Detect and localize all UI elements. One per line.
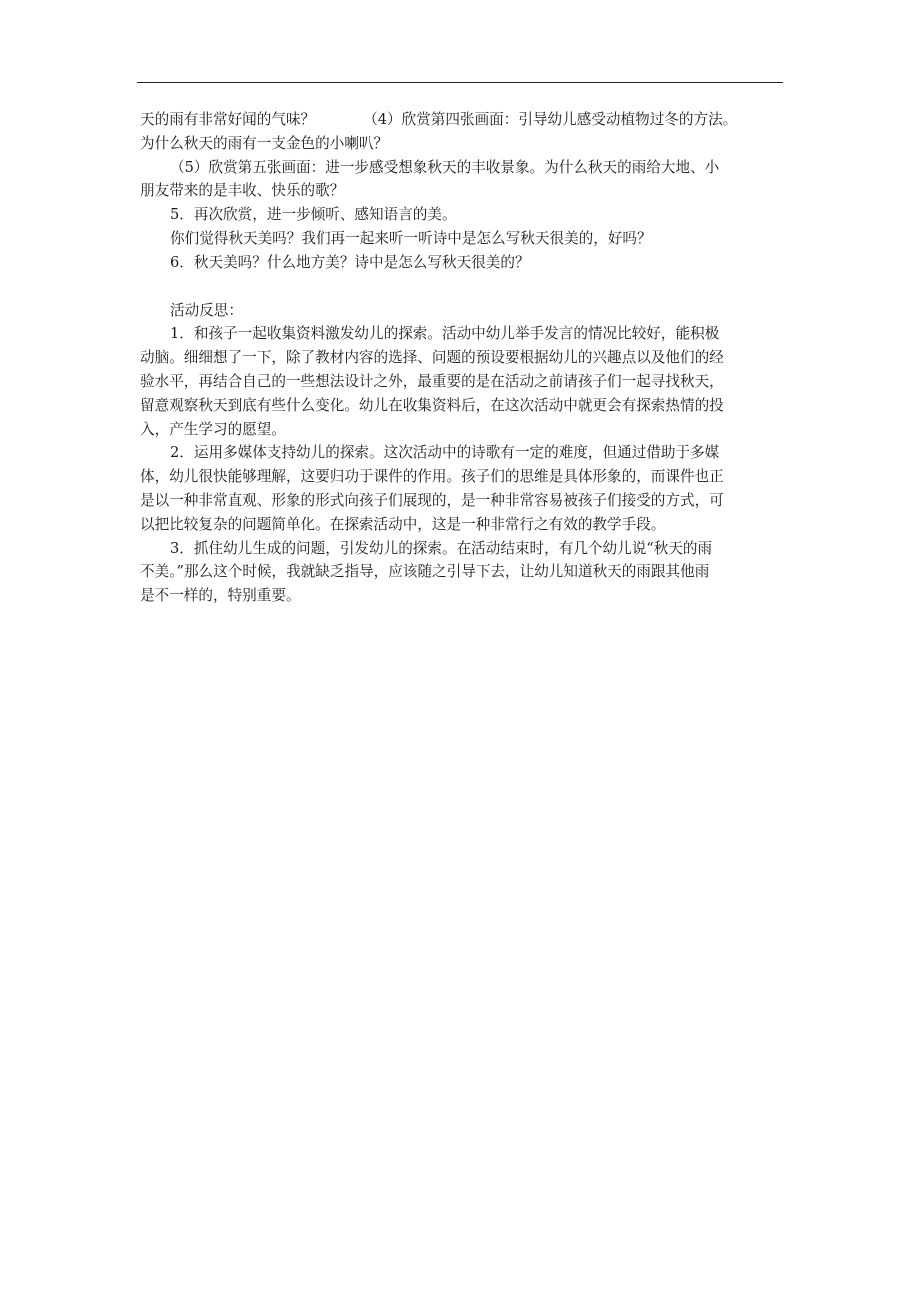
paragraph-line: 体，幼儿很快能够理解，这要归功于课件的作用。孩子们的思维是具体形象的，而课件也正 (140, 468, 724, 486)
paragraph-line: 1．和孩子一起收集资料激发幼儿的探索。活动中幼儿举手发言的情况比较好，能积极 (170, 325, 720, 343)
intro-line-5: 5．再次欣赏，进一步倾听、感知语言的美。 (170, 206, 457, 224)
intro-line-7: 6．秋天美吗？什么地方美？诗中是怎么写秋天很美的？ (170, 253, 530, 271)
paragraph-line: 不美。”那么这个时候，我就缺乏指导，应该随之引导下去，让幼儿知道秋天的雨跟其他雨 (140, 563, 710, 581)
paragraph-line: 是以一种非常直观、形象的形式向孩子们展现的，是一种非常容易被孩子们接受的方式，可 (140, 491, 724, 509)
intro-line-6: 你们觉得秋天美吗？我们再一起来听一听诗中是怎么写秋天很美的，好吗？ (170, 229, 652, 247)
intro-line-2: 为什么秋天的雨有一支金色的小喇叭？ (140, 134, 389, 152)
section-gap (140, 275, 785, 299)
document-body (140, 108, 785, 608)
paragraph-line: 2．运用多媒体支持幼儿的探索。这次活动中的诗歌有一定的难度，但通过借助于多媒 (170, 444, 720, 462)
reflection-paragraph-3 (140, 537, 785, 608)
paragraph-line: 动脑。细细想了一下，除了教材内容的选择、问题的预设要根据幼儿的兴趣点以及他们的经 (140, 349, 724, 367)
intro-line-1-right: （4）欣赏第四张画面：引导幼儿感受动植物过冬的方法。 (363, 111, 738, 128)
paragraph-line: 以把比较复杂的问题简单化。在探索活动中，这是一种非常行之有效的教学手段。 (140, 515, 666, 533)
paragraph-line: 验水平，再结合自己的一些想法设计之外，最重要的是在活动之前请孩子们一起寻找秋天， (140, 372, 724, 390)
intro-line-3: （5）欣赏第五张画面：进一步感受想象秋天的丰收景象。为什么秋天的雨给大地、小 (170, 158, 720, 176)
paragraph-line: 留意观察秋天到底有些什么变化。幼儿在收集资料后，在这次活动中就更会有探索热情的投 (140, 396, 724, 414)
paragraph-line: 入，产生学习的愿望。 (140, 420, 286, 438)
intro-line-4: 朋友带来的是丰收、快乐的歌？ (140, 182, 345, 200)
intro-line-1 (140, 108, 785, 132)
intro-line-1-left: 天的雨有非常好闻的气味？ (140, 111, 316, 128)
paragraph-line: 是不一样的，特别重要。 (140, 587, 301, 605)
reflection-paragraph-1 (140, 322, 785, 441)
paragraph-line: 3．抓住幼儿生成的问题，引发幼儿的探索。在活动结束时，有几个幼儿说“秋天的雨 (170, 539, 713, 557)
header-rule (137, 82, 783, 83)
reflection-heading: 活动反思： (170, 301, 243, 319)
reflection-paragraph-2 (140, 441, 785, 536)
